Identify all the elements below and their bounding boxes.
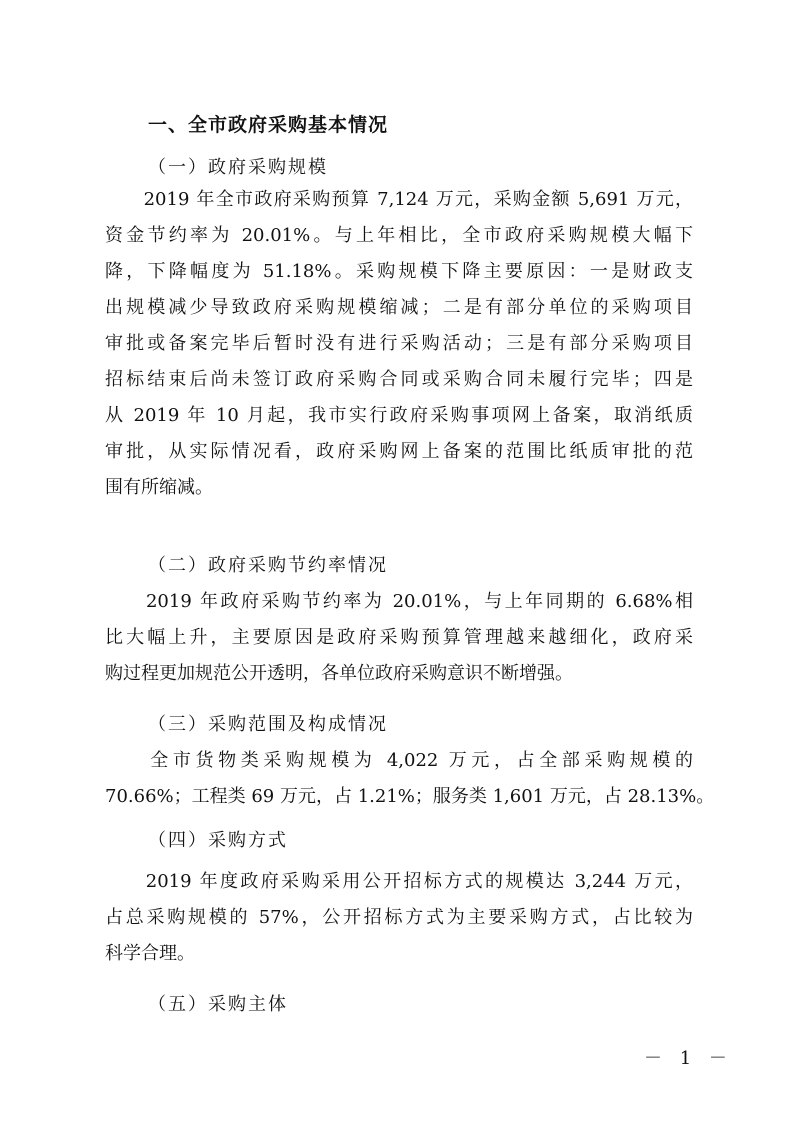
subsection-title-4: （四）采购方式 (148, 830, 288, 851)
paragraph-line: 2019 年度政府采购采用公开招标方式的规模达 3,244 万元， (105, 871, 693, 892)
subsection-title-5: （五）采购主体 (148, 994, 288, 1015)
paragraph-line: 围有所缩减。 (105, 477, 213, 498)
paragraph-line: 出规模减少导致政府采购规模缩减；二是有部分单位的采购项目 (105, 297, 693, 318)
paragraph-line: 审批或备案完毕后暂时没有进行采购活动；三是有部分采购项目 (105, 333, 693, 354)
paragraph-4 (105, 864, 693, 972)
paragraph-line: 招标结束后尚未签订政府采购合同或采购合同未履行完毕；四是 (105, 369, 693, 390)
paragraph-line: 全市货物类采购规模为 4,022 万元，占全部采购规模的 (105, 750, 693, 771)
paragraph-1 (105, 182, 693, 506)
paragraph-line: 购过程更加规范公开透明，各单位政府采购意识不断增强。 (105, 663, 573, 684)
paragraph-line: 科学合理。 (105, 943, 195, 964)
paragraph-line: 比大幅上升，主要原因是政府采购预算管理越来越细化，政府采 (105, 627, 693, 648)
subsection-title-2: （二）政府采购节约率情况 (148, 555, 388, 576)
paragraph-line: 资金节约率为 20.01%。与上年相比，全市政府采购规模大幅下 (105, 225, 693, 246)
paragraph-line: 70.66%；工程类 69 万元，占 1.21%；服务类 1,601 万元，占 28.13%。 (105, 786, 715, 807)
paragraph-line: 2019 年政府采购节约率为 20.01%，与上年同期的 6.68%相 (105, 591, 693, 612)
page-number: － 1 － (644, 1048, 733, 1069)
paragraph-2 (105, 584, 693, 692)
subsection-title-1: （一）政府采购规模 (148, 157, 328, 178)
subsection-title-3: （三）采购范围及构成情况 (148, 714, 388, 735)
paragraph-line: 降，下降幅度为 51.18%。采购规模下降主要原因：一是财政支 (105, 261, 693, 282)
section-title: 一、全市政府采购基本情况 (148, 114, 389, 136)
paragraph-line: 从 2019 年 10 月起，我市实行政府采购事项网上备案，取消纸质 (105, 405, 693, 426)
paragraph-line: 审批，从实际情况看，政府采购网上备案的范围比纸质审批的范 (105, 441, 693, 462)
paragraph-3 (105, 743, 715, 815)
paragraph-line: 占总采购规模的 57%，公开招标方式为主要采购方式，占比较为 (105, 907, 693, 928)
paragraph-line: 2019 年全市政府采购预算 7,124 万元，采购金额 5,691 万元， (105, 189, 693, 210)
